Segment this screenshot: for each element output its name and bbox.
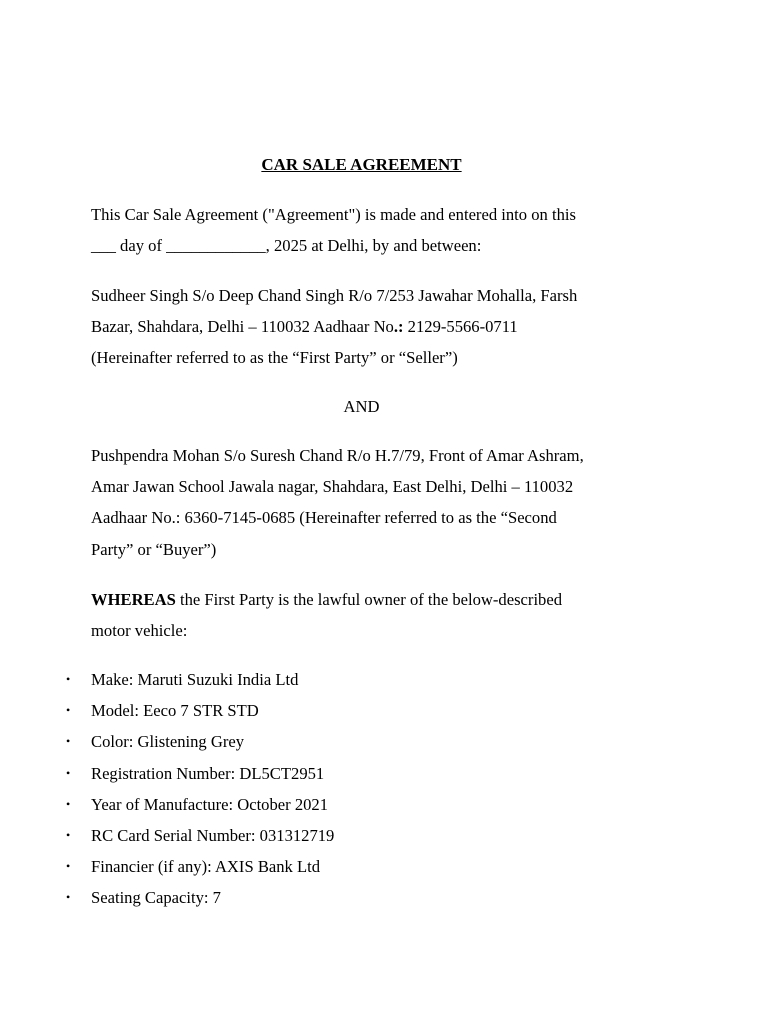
first-party-line-2-suffix: 2129-5566-0711 bbox=[403, 317, 518, 337]
vehicle-detail-item bbox=[0, 664, 700, 695]
second-party-line-1: Pushpendra Mohan S/o Suresh Chand R/o H.7/79, Front of Amar Ashram, bbox=[91, 446, 584, 465]
bullet-icon: • bbox=[66, 859, 71, 874]
vehicle-detail-text: Financier (if any): AXIS Bank Ltd bbox=[91, 857, 321, 877]
vehicle-detail-text: Year of Manufacture: October 2021 bbox=[91, 794, 329, 814]
first-party-line-2-bold: .: bbox=[393, 317, 404, 337]
first-party-line-2-prefix: Bazar, Shahdara, Delhi – 110032 Aadhaar No bbox=[91, 317, 394, 337]
first-party-line-1: Sudheer Singh S/o Deep Chand Singh R/o 7/253 Jawahar Mohalla, Farsh bbox=[91, 286, 578, 305]
vehicle-detail-item bbox=[0, 789, 700, 820]
vehicle-details-list bbox=[0, 664, 700, 914]
whereas-keyword: WHEREAS bbox=[91, 590, 176, 609]
and-separator: AND bbox=[343, 397, 380, 416]
vehicle-detail-text: Make: Maruti Suzuki India Ltd bbox=[91, 670, 299, 689]
bullet-icon: • bbox=[66, 827, 71, 842]
whereas-paragraph bbox=[91, 584, 631, 646]
vehicle-detail-item bbox=[0, 695, 700, 726]
bullet-icon: • bbox=[66, 890, 71, 905]
whereas-line-2: motor vehicle: bbox=[91, 621, 188, 641]
bullet-icon: • bbox=[66, 734, 71, 749]
bullet-icon: • bbox=[66, 796, 71, 811]
intro-line-1: This Car Sale Agreement ("Agreement") is made and entered into on this bbox=[91, 205, 576, 224]
bullet-icon: • bbox=[66, 765, 71, 780]
vehicle-detail-text: RC Card Serial Number: 031312719 bbox=[91, 825, 335, 845]
vehicle-detail-text: Seating Capacity: 7 bbox=[91, 888, 221, 908]
first-party-line-2 bbox=[91, 311, 631, 342]
vehicle-detail-item bbox=[0, 726, 700, 757]
second-party-line-3: Aadhaar No.: 6360-7145-0685 (Hereinafter referred to as the “Second bbox=[91, 508, 557, 528]
vehicle-detail-item bbox=[0, 851, 700, 882]
vehicle-detail-item bbox=[0, 758, 700, 789]
first-party-line-3: (Hereinafter referred to as the “First Party” or “Seller”) bbox=[91, 348, 458, 368]
whereas-line-1 bbox=[91, 584, 631, 615]
second-party-line-2: Amar Jawan School Jawala nagar, Shahdara, East Delhi, Delhi – 110032 bbox=[91, 477, 574, 497]
bullet-icon: • bbox=[66, 672, 71, 686]
whereas-rest: the First Party is the lawful owner of the below-described bbox=[175, 590, 563, 609]
vehicle-detail-item bbox=[0, 820, 700, 851]
vehicle-detail-text: Color: Glistening Grey bbox=[91, 732, 245, 752]
bullet-icon: • bbox=[66, 703, 71, 718]
intro-paragraph bbox=[91, 199, 631, 261]
agreement-title: CAR SALE AGREEMENT bbox=[261, 155, 462, 174]
intro-line-2: ___ day of ____________, 2025 at Delhi, by and between: bbox=[91, 236, 482, 256]
second-party-line-4: Party” or “Buyer”) bbox=[91, 539, 217, 559]
second-party-paragraph bbox=[91, 440, 631, 565]
vehicle-detail-text: Registration Number: DL5CT2951 bbox=[91, 763, 325, 783]
first-party-paragraph bbox=[91, 280, 631, 374]
vehicle-detail-item bbox=[0, 882, 700, 913]
vehicle-detail-text: Model: Eeco 7 STR STD bbox=[91, 701, 259, 721]
